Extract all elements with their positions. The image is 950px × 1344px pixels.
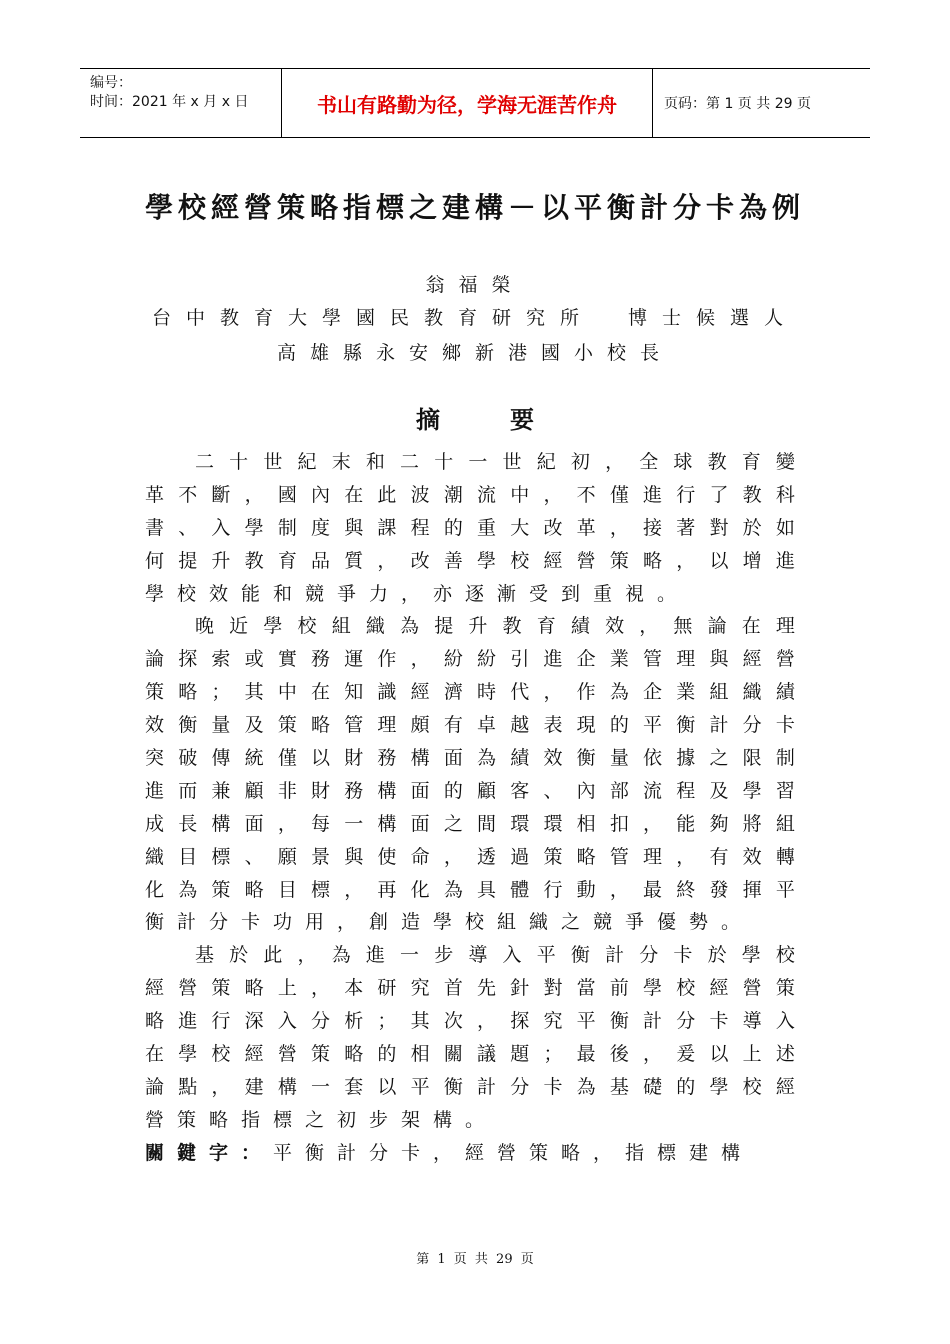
abstract-line: 化 為 策 略 目 標 ， 再 化 為 具 體 行 動 ， 最 終 發 揮 平 (145, 878, 795, 901)
abstract-line: 效 衡 量 及 策 略 管 理 頗 有 卓 越 表 現 的 平 衡 計 分 卡 (145, 714, 795, 737)
author-position: 高雄縣永安鄉新港國小校長 (276, 342, 673, 364)
abstract-line: 基 於 此 ， 為 進 一 步 導 入 平 衡 計 分 卡 於 學 校 (195, 944, 795, 967)
abstract-body (145, 446, 795, 1170)
abstract-line: 進 而 兼 顧 非 財 務 構 面 的 顧 客 、 內 部 流 程 及 學 習 (145, 779, 795, 802)
abstract-line: 學校效能和競爭力，亦逐漸受到重視。 (145, 582, 690, 605)
abstract-line: 書 、 入 學 制 度 與 課 程 的 重 大 改 革 ， 接 著 對 於 如 (145, 516, 795, 539)
author-affiliation: 台中教育大學國民教育研究所 博士候選人 (151, 307, 798, 329)
abstract-line: 二 十 世 紀 末 和 二 十 一 世 紀 初 ， 全 球 教 育 變 (195, 451, 795, 473)
abstract-line: 晚 近 學 校 組 織 為 提 升 教 育 績 效 ， 無 論 在 理 (195, 615, 795, 638)
header-page-info: 页码：第 1 页 共 29 页 (664, 96, 811, 112)
abstract-line: 策 略 ； 其 中 在 知 識 經 濟 時 代 ， 作 為 企 業 組 織 績 (145, 681, 795, 704)
keywords-label: 關鍵字： (145, 1141, 274, 1164)
time-label: 时间：2021 年 x 月 x 日 (90, 94, 249, 110)
abstract-heading-char-2: 要 (510, 405, 534, 434)
abstract-line: 論 探 索 或 實 務 運 作 ， 紛 紛 引 進 企 業 管 理 與 經 營 (145, 648, 795, 671)
abstract-line: 突 破 傳 統 僅 以 財 務 構 面 為 績 效 衡 量 依 據 之 限 制 (145, 747, 795, 770)
abstract-line: 成 長 構 面 ， 每 一 構 面 之 間 環 環 相 扣 ， 能 夠 將 組 (145, 812, 795, 835)
keywords-value: 平衡計分卡，經營策略，指標建構 (273, 1141, 754, 1164)
abstract-line: 營策略指標之初步架構。 (145, 1108, 498, 1131)
author-name: 翁福榮 (425, 274, 525, 296)
header-motto: 书山有路勤为径，学海无涯苦作舟 (282, 69, 653, 137)
page-header-table (80, 68, 870, 138)
abstract-heading (0, 400, 950, 435)
abstract-heading-char-1: 摘 (416, 405, 440, 434)
abstract-line: 織 目 標 、 願 景 與 使 命 ， 透 過 策 略 管 理 ， 有 效 轉 (145, 845, 795, 868)
abstract-line: 經 營 策 略 上 ， 本 研 究 首 先 針 對 當 前 學 校 經 營 策 (145, 977, 795, 1000)
keywords-line (145, 1137, 795, 1170)
abstract-line: 衡計分卡功用，創造學校組織之競爭優勢。 (145, 911, 754, 934)
number-label: 编号： (90, 75, 132, 91)
abstract-line: 革 不 斷 ， 國 內 在 此 波 潮 流 中 ， 不 僅 進 行 了 教 科 (145, 483, 795, 506)
abstract-line: 在 學 校 經 營 策 略 的 相 關 議 題 ； 最 後 ， 爰 以 上 述 (145, 1043, 795, 1066)
page-footer: 第 1 页 共 29 页 (416, 1252, 534, 1267)
document-title: 學校經營策略指標之建構－以平衡計分卡為例 (144, 191, 805, 224)
header-meta-cell (80, 69, 282, 137)
abstract-line: 何 提 升 教 育 品 質 ， 改 善 學 校 經 營 策 略 ， 以 增 進 (145, 549, 795, 572)
abstract-line: 略 進 行 深 入 分 析 ； 其 次 ， 探 究 平 衡 計 分 卡 導 入 (145, 1010, 795, 1033)
abstract-line: 論 點 ， 建 構 一 套 以 平 衡 計 分 卡 為 基 礎 的 學 校 經 (145, 1075, 795, 1098)
